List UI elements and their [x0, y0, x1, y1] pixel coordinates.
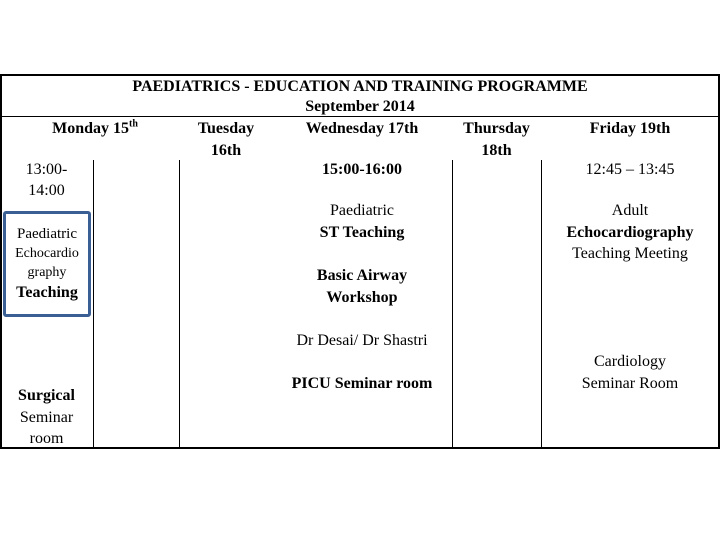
- day-header-thursday-line1: Thursday: [463, 120, 530, 137]
- wednesday-topic-line2: ST Teaching: [319, 224, 405, 241]
- programme-title: PAEDIATRICS - EDUCATION AND TRAINING PROGRAMME: [132, 78, 588, 95]
- monday-time-line2: 14:00: [28, 182, 65, 199]
- wednesday-workshop-line1: Basic Airway: [316, 267, 408, 284]
- monday-label: Monday 15: [52, 120, 129, 137]
- column-divider-1: [93, 160, 94, 448]
- day-header-tuesday-line1: Tuesday: [197, 120, 255, 137]
- friday-venue-line2: Seminar Room: [581, 375, 679, 392]
- monday-topic-line2: Echocardio: [15, 246, 79, 261]
- friday-topic-line3: Teaching Meeting: [572, 245, 688, 262]
- monday-time-line1: 13:00-: [25, 161, 68, 178]
- monday-topic-line3: graphy: [27, 265, 67, 280]
- column-divider-2: [179, 160, 180, 448]
- monday-venue-line2: Seminar: [19, 409, 74, 426]
- table-border-bottom: [0, 447, 720, 449]
- monday-topic-line1: Paediatric: [17, 226, 77, 242]
- wednesday-workshop-line2: Workshop: [326, 289, 398, 306]
- monday-topic-line4: Teaching: [16, 284, 78, 301]
- wednesday-venue: PICU Seminar room: [291, 375, 433, 392]
- monday-venue-line3: room: [29, 430, 64, 447]
- wednesday-topic-line1: Paediatric: [330, 202, 394, 219]
- monday-sup: th: [129, 118, 138, 130]
- wednesday-time: 15:00-16:00: [322, 161, 402, 178]
- wednesday-speakers: Dr Desai/ Dr Shastri: [296, 332, 428, 349]
- day-header-wednesday: Wednesday 17th: [305, 120, 419, 137]
- friday-topic-line2: Echocardiography: [566, 224, 694, 241]
- friday-topic-line1: Adult: [611, 202, 649, 219]
- monday-venue-line1: Surgical: [18, 387, 75, 404]
- friday-venue-line1: Cardiology: [594, 353, 666, 370]
- day-header-monday: [0, 118, 190, 140]
- column-divider-3: [452, 160, 453, 448]
- day-header-tuesday-line2: 16th: [210, 142, 242, 159]
- friday-time: 12:45 – 13:45: [585, 161, 675, 178]
- day-header-friday: Friday 19th: [589, 120, 671, 137]
- day-header-thursday-line2: 18th: [481, 142, 512, 159]
- programme-month: September 2014: [305, 98, 415, 115]
